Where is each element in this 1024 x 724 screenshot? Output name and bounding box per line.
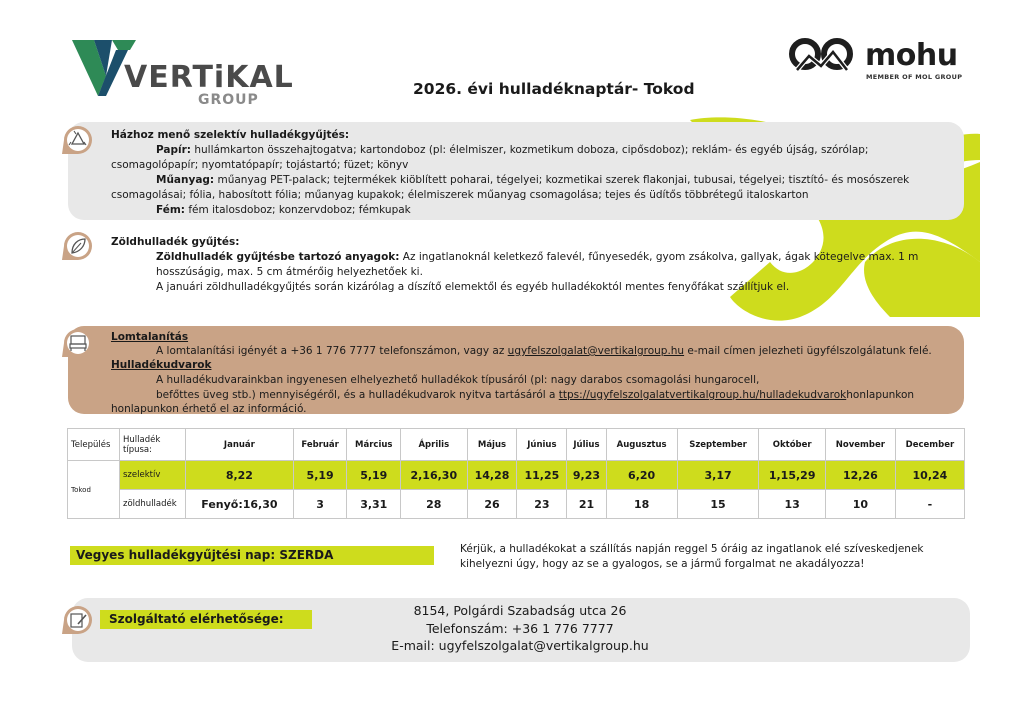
vertikal-group-logo <box>72 38 294 110</box>
date-cell: 12,26 <box>825 461 895 490</box>
mohu-logo-text: mohu <box>865 38 958 73</box>
edit-document-icon <box>58 600 98 640</box>
header-month: Október <box>759 429 825 461</box>
header-month: Augusztus <box>606 429 677 461</box>
header-month: December <box>895 429 964 461</box>
date-cell: 3 <box>293 490 347 519</box>
date-cell: 5,19 <box>293 461 347 490</box>
date-cell: 18 <box>606 490 677 519</box>
plastic-text: műanyag PET-palack; tejtermékek kiöblített poharai, tégelyei; kozmetikai szerek flakonjai, tubusai, tégelyei; tisztító- és mosószerek <box>214 174 910 186</box>
date-cell: 14,28 <box>467 461 517 490</box>
plastic-label: Műanyag: <box>156 174 215 186</box>
yard-heading: Hulladékudvarok <box>111 359 212 371</box>
yard-text-2-post: honlapunkon <box>846 389 915 401</box>
date-cell: 15 <box>677 490 759 519</box>
date-cell: 21 <box>567 490 606 519</box>
green-text-1: Az ingatlanoknál keletkező falevél, fűnyesedék, gyom zsákolva, gallyak, ágak kötegelve max. 1 m <box>399 251 919 263</box>
header-month: Szeptember <box>677 429 759 461</box>
date-cell: 8,22 <box>186 461 294 490</box>
header-month: Január <box>186 429 294 461</box>
contact-details <box>330 602 710 655</box>
yard-text-2-pre: befőttes üveg stb.) mennyiségéről, és a hulladékudvarok nyitva tartásáról a <box>156 389 559 401</box>
leaf-icon <box>58 226 98 266</box>
header-month: Június <box>517 429 567 461</box>
date-cell: 3,31 <box>347 490 401 519</box>
header-month: November <box>825 429 895 461</box>
metal-label: Fém: <box>156 204 186 216</box>
date-cell: 10,24 <box>895 461 964 490</box>
header-month: Május <box>467 429 517 461</box>
contact-label: Szolgáltató elérhetősége: <box>100 610 312 629</box>
bulky-heading: Lomtalanítás <box>111 331 189 343</box>
paper-line <box>156 143 868 158</box>
collection-calendar-table <box>67 428 965 519</box>
date-cell: 13 <box>759 490 825 519</box>
header-month: Február <box>293 429 347 461</box>
header-month: Április <box>401 429 467 461</box>
date-cell: Fenyő:16,30 <box>186 490 294 519</box>
bulky-text-post: e-mail címen jelezheti ügyfélszolgálatunk felé. <box>684 345 932 357</box>
paper-text: hullámkarton összehajtogatva; kartondoboz (pl: élelmiszer, kozmetikum doboza, cipősdoboz); reklám- és egyéb újság, szórólap; <box>191 144 869 156</box>
mohu-symbol-icon <box>787 36 859 76</box>
paper-label: Papír: <box>156 144 191 156</box>
contact-address: 8154, Polgárdi Szabadság utca 26 <box>413 603 627 618</box>
waste-type-cell: szelektív <box>120 461 186 490</box>
plastic-text-cont: csomagolásai; fólia, habosított fólia; műanyag kupakok; élelmiszerek műanyag csomagolása; tejes és üdítős többrétegű italoskarton <box>111 189 809 201</box>
date-cell: 6,20 <box>606 461 677 490</box>
armchair-icon <box>58 323 98 363</box>
date-cell: 28 <box>401 490 467 519</box>
plastic-line <box>156 173 909 188</box>
yard-text-3: honlapunkon érhető el az információ. <box>111 403 307 415</box>
green-text-3: A januári zöldhulladékgyűjtés során kizárólag a díszítő elemektől és egyéb hulladékoktól mentes fenyőfákat szállítjuk el. <box>156 281 790 293</box>
mohu-logo-subtext: MEMBER OF MOL GROUP <box>866 73 963 81</box>
paper-text-cont: csomagolópapír; nyomtatópapír; tojástartó; füzet; könyv <box>111 159 409 171</box>
header-town: Település <box>68 429 120 461</box>
header-month: Július <box>567 429 606 461</box>
vertikal-logo-text: VERTiKAL <box>124 60 294 95</box>
green-label: Zöldhulladék gyűjtésbe tartozó anyagok: <box>156 251 400 263</box>
green-text-2: hosszúságig, max. 5 cm átmérőig helyezhetőek ki. <box>156 266 423 278</box>
town-cell: Tokod <box>68 461 120 519</box>
placement-note-line-2: kihelyezni úgy, hogy az se a gyalogos, se a jármű forgalmat ne akadályozza! <box>460 558 865 570</box>
green-line-1 <box>156 250 918 265</box>
table-row-green <box>68 490 965 519</box>
date-cell: 9,23 <box>567 461 606 490</box>
recycle-icon <box>58 120 98 160</box>
date-cell: 23 <box>517 490 567 519</box>
selective-heading: Házhoz menő szelektív hulladékgyűjtés: <box>111 129 350 141</box>
header-waste-type <box>120 429 186 461</box>
bulky-text-pre: A lomtalanítási igényét a +36 1 776 7777 telefonszámon, vagy az <box>156 345 508 357</box>
mixed-waste-day-banner: Vegyes hulladékgyűjtési nap: SZERDA <box>70 546 434 565</box>
vertikal-logo-subtext: GROUP <box>198 92 259 108</box>
table-header-row <box>68 429 965 461</box>
header-waste-type-line-2: típusa: <box>123 444 152 455</box>
yard-text-line-2 <box>156 388 914 403</box>
table-row-selective <box>68 461 965 490</box>
date-cell: 11,25 <box>517 461 567 490</box>
date-cell: 2,16,30 <box>401 461 467 490</box>
metal-text: fém italosdoboz; konzervdoboz; fémkupak <box>185 204 411 216</box>
date-cell: - <box>895 490 964 519</box>
waste-type-cell: zöldhulladék <box>120 490 186 519</box>
page-title: 2026. évi hulladéknaptár- Tokod <box>413 80 695 98</box>
date-cell: 1,15,29 <box>759 461 825 490</box>
date-cell: 5,19 <box>347 461 401 490</box>
placement-note-line-1: Kérjük, a hulladékokat a szállítás napján reggel 5 óráig az ingatlanok elé szíveskedjenek <box>460 543 924 555</box>
mohu-logo <box>787 36 967 86</box>
bulky-text-line <box>156 344 932 359</box>
date-cell: 26 <box>467 490 517 519</box>
placement-note <box>460 542 924 572</box>
date-cell: 3,17 <box>677 461 759 490</box>
header-month: Március <box>347 429 401 461</box>
contact-email[interactable]: E-mail: ugyfelszolgalat@vertikalgroup.hu <box>391 638 649 653</box>
contact-phone[interactable]: Telefonszám: +36 1 776 7777 <box>426 620 614 636</box>
yard-text-1: A hulladékudvarainkban ingyenesen elhelyezhető hulladékok típusáról (pl: nagy darabos csomagolási hungarocell, <box>156 374 760 386</box>
metal-line <box>156 203 411 218</box>
header-waste-type-line-1: Hulladék <box>123 434 161 445</box>
yard-website-link[interactable]: ttps://ugyfelszolgalatvertikalgroup.hu/hulladekudvarok <box>558 389 847 401</box>
green-heading: Zöldhulladék gyűjtés: <box>111 236 240 248</box>
bulky-email-link[interactable]: ugyfelszolgalat@vertikalgroup.hu <box>507 345 685 357</box>
date-cell: 10 <box>825 490 895 519</box>
